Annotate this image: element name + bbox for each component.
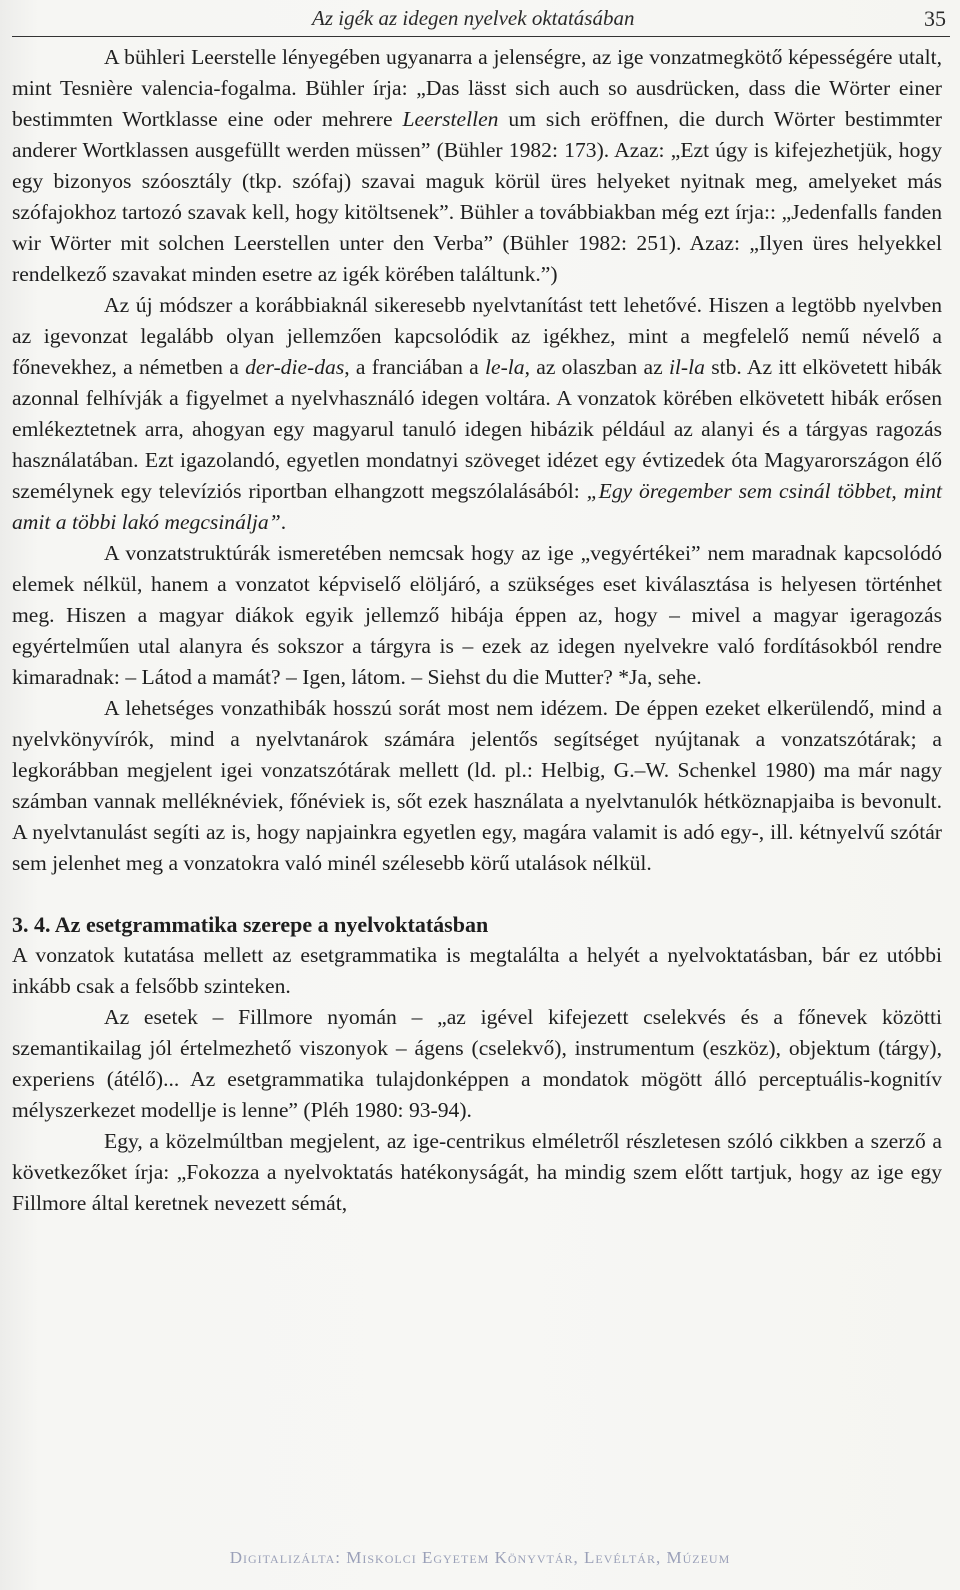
- text-run: stb. Az itt elkövetett hibák azonnal felhívják a figyelmet a nyelvhasználó idegen voltára. A vonzatok körében elkövetett hibák erősen emlékeztetnek arra, ahogyan egy magyarul tanuló idegen hibázik például az alanyi és a tárgyas ragozás használatában. Ezt igazolandó, egyetlen mondatnyi szöveget idézet egy évtizedek óta Magyarországon élő személynek egy televíziós riportban elhangzott megszólalásából:: [12, 355, 942, 503]
- italic-text: „Egy öregember sem csinál többet, mint amit a többi lakó megcsinálja”: [12, 479, 943, 534]
- paragraph: [12, 1002, 942, 1126]
- running-title: Az igék az idegen nyelvek oktatásában: [312, 6, 635, 30]
- text-run: A vonzatstruktúrák ismeretében nemcsak hogy az ige „vegyértékei” nem maradnak kapcsolódó elemek nélkül, hanem a vonzatot képviselő elöljáró, a szükséges eset kiválasztása is helyesen történhet meg. Hiszen a magyar diákok egyik jellemző hibája éppen az, hogy – mivel a magyar igeragozás egyértelműen utal alanyra és sokszor a tárgyra is – ezek az idegen nyelvekre való fordításokból rendre kimaradnak: – Látod a mamát? – Igen, látom. – Siehst du die Mutter? *Ja, sehe.: [12, 541, 942, 689]
- section-heading: [12, 909, 942, 940]
- paragraph: [12, 538, 942, 693]
- italic-text: le-la: [485, 355, 525, 379]
- paragraph: [12, 693, 942, 879]
- body-text: [12, 42, 942, 1219]
- page-header: [12, 2, 950, 37]
- page-number: 35: [924, 6, 946, 31]
- paragraph: [12, 1126, 942, 1219]
- paragraph: [12, 42, 942, 290]
- text-run: A bühleri Leerstelle lényegében ugyanarra a jelenségre, az ige vonzatmegkötő képességére utalt, mint Tesnière valencia-fogalma. Bühler írja: „Das lässt sich auch so ausdrücken, dass die Wörter einer bestimmten Wortklasse eine oder mehrere: [12, 45, 942, 131]
- text-run: 3. 4. Az esetgrammatika szerepe a nyelvoktatásban: [12, 912, 489, 937]
- text-run: Az esetek – Fillmore nyomán – „az igével kifejezett cselekvés és a főnevek közötti szemantikailag jól értelmezhető viszonyok – ágens (cselekvő), instrumentum (eszköz), objektum (tárgy), experiens (átélő)... Az esetgrammatika tulajdonképpen a mondatok mögött álló perceptuális-kognitív mélyszerkezet modellje is lenne” (Pléh 1980: 93-94).: [12, 1005, 942, 1122]
- text-run: A lehetséges vonzathibák hosszú sorát most nem idézem. De éppen ezeket elkerülendő, mind a nyelvkönyvírók, mind a nyelvtanárok számára jelentős segítséget nyújtanak a vonzatszótárak; a legkorábban megjelent igei vonzatszótárak mellett (ld. pl.: Helbig, G.–W. Schenkel 1980) ma már nagy számban vannak melléknéviek, főnéviek is, sőt ezek használata a nyelvtanulók hétköznapjaiba is bevonult. A nyelvtanulást segíti az is, hogy napjainkra egyetlen egy, magára valamit is adó egy-, ill. kétnyelvű szótár sem jelenhet meg a vonzatokra való minél szélesebb körű utalások nélkül.: [12, 696, 942, 875]
- italic-text: der-die-das: [245, 355, 345, 379]
- text-run: , az olaszban az: [524, 355, 669, 379]
- paragraph: [12, 290, 942, 538]
- text-run: um sich eröffnen, die durch Wörter bestimmter anderer Wortklassen ausgefüllt werden müssen” (Bühler 1982: 173). Azaz: „Ezt úgy is kifejezhetjük, hogy egy bizonyos szóosztály (tkp. szófaj) szavai maguk körül üres helyeket nyitnak meg, amelyeket más szófajokhoz tartozó szavak kell, hogy kitöltsenek”. Bühler a továbbiakban még ezt írja:: „Jedenfalls fanden wir Wörter mit solchen Leerstellen unter den Verba” (Bühler 1982: 251). Azaz: „Ilyen üres helyekkel rendelkező szavakat minden esetre az igék körében találtunk.”): [12, 107, 942, 286]
- text-run: Egy, a közelmúltban megjelent, az ige-centrikus elméletről részletesen szóló cikkben a szerző a következőket írja: „Fokozza a nyelvoktatás hatékonyságát, ha mindig szem előtt tartjuk, hogy az ige egy Fillmore által keretnek nevezett sémát,: [12, 1129, 942, 1215]
- italic-text: Leerstellen: [402, 107, 499, 131]
- italic-text: il-la: [668, 355, 705, 379]
- text-run: Az új módszer a korábbiaknál sikeresebb nyelvtanítást tett lehetővé. Hiszen a legtöbb nyelvben az igevonzat legalább olyan jellemzően kapcsolódik az igékhez, mint a megfelelő nemű névelő a főnevekhez, a németben a: [12, 293, 942, 379]
- text-run: A vonzatok kutatása mellett az esetgrammatika is megtalálta a helyét a nyelvoktatásban, bár ez utóbbi inkább csak a felsőbb szinteken.: [12, 943, 942, 998]
- paragraph: [12, 940, 942, 1002]
- text-run: .: [280, 510, 287, 534]
- text-run: , a franciában a: [344, 355, 485, 379]
- digitization-watermark: Digitalizálta: Miskolci Egyetem Könyvtár, Levéltár, Múzeum: [229, 1548, 731, 1567]
